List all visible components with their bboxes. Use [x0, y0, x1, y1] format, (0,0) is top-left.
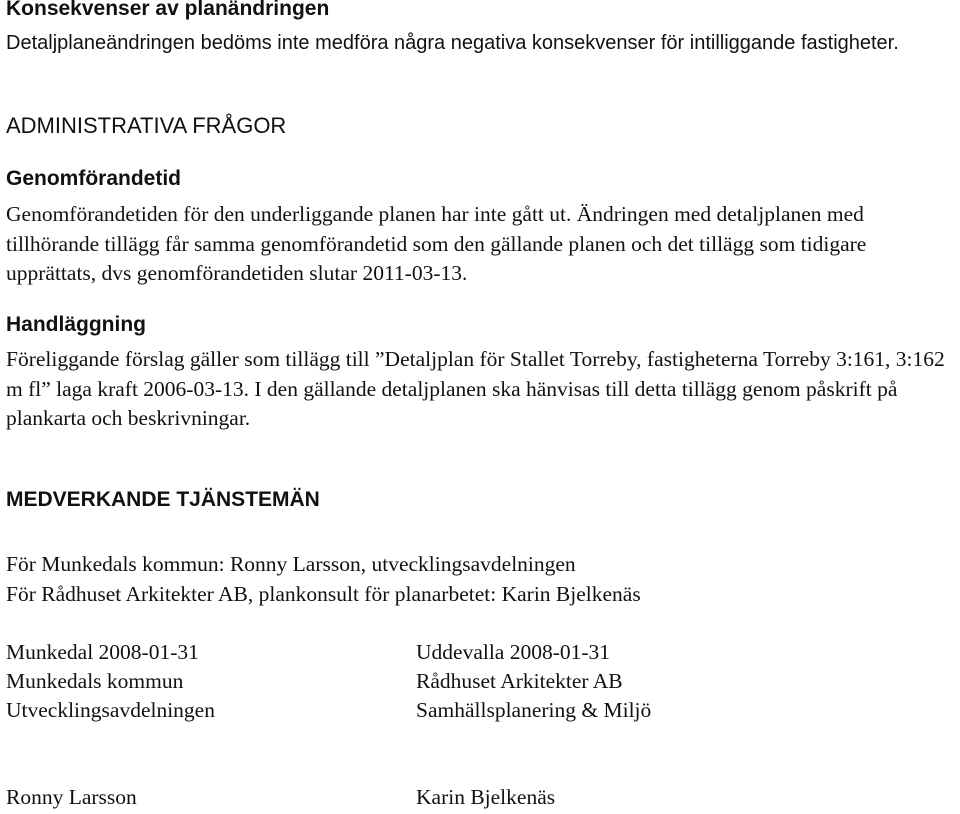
implementation-heading: Genomförandetid: [6, 167, 182, 190]
signature-right-name: Karin Bjelkenäs: [416, 785, 556, 809]
officials-line-consultant: För Rådhuset Arkitekter AB, plankonsult för planarbetet: Karin Bjelkenäs: [6, 582, 641, 606]
signature-left-name: Ronny Larsson: [6, 785, 137, 809]
handling-paragraph: Föreliggande förslag gäller som tillägg till ”Detaljplan för Stallet Torreby, fastigheterna Torreby 3:161, 3:162 m fl” laga kraft 2006-03-13. I den gällande detaljplanen ska hänvisas till detta tillägg genom påskrift på plankarta och beskrivningar.: [6, 347, 945, 430]
signature-left-department: Utvecklingsavdelningen: [6, 698, 215, 722]
signature-left-place-date: Munkedal 2008-01-31: [6, 640, 199, 664]
handling-heading: Handläggning: [6, 313, 146, 336]
implementation-paragraph: Genomförandetiden för den underliggande planen har inte gått ut. Ändringen med detaljplanen med tillhörande tillägg får samma genomförandetid som den gällande planen och det tillägg som tidigare upprättats, dvs genomförandetiden slutar 2011-03-13.: [6, 202, 867, 285]
signature-left-organization: Munkedals kommun: [6, 669, 184, 693]
admin-section-heading: ADMINISTRATIVA FRÅGOR: [6, 113, 287, 138]
officials-line-municipality: För Munkedals kommun: Ronny Larsson, utvecklingsavdelningen: [6, 552, 576, 576]
consequences-heading: Konsekvenser av planändringen: [6, 0, 330, 20]
consequences-paragraph: Detaljplaneändringen bedöms inte medföra några negativa konsekvenser för intilliggande fastigheter.: [6, 32, 899, 54]
officials-heading: MEDVERKANDE TJÄNSTEMÄN: [6, 488, 320, 511]
signature-right-organization: Rådhuset Arkitekter AB: [416, 669, 623, 693]
signature-right-place-date: Uddevalla 2008-01-31: [416, 640, 611, 664]
signature-right-department: Samhällsplanering & Miljö: [416, 698, 652, 722]
